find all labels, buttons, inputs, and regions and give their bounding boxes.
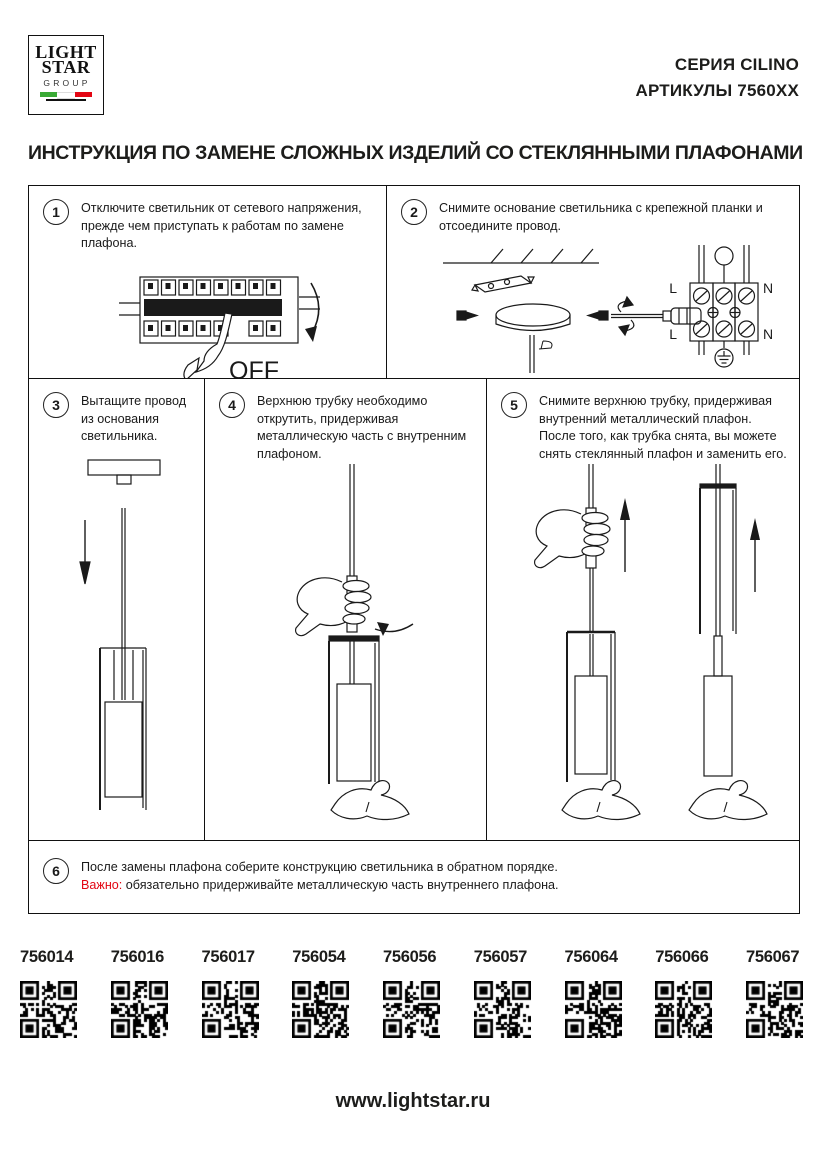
header-titles (635, 52, 799, 104)
article-item (383, 948, 445, 1038)
important-note (81, 877, 559, 895)
canopy-icon (496, 304, 570, 373)
step-5-cell (486, 379, 799, 840)
pull-wire-illustration (43, 452, 193, 824)
step-text: Вытащите провод из основания светильника. (81, 394, 187, 444)
qr-code (474, 981, 531, 1038)
base-removal-illustration (413, 239, 799, 373)
hand-open-icon (689, 780, 767, 819)
important-label: Важно: (81, 877, 123, 892)
lightstar-logo (28, 35, 104, 115)
article-item (565, 948, 627, 1038)
article-number: 756014 (20, 948, 74, 966)
page-title: ИНСТРУКЦИЯ ПО ЗАМЕНЕ СЛОЖНЫХ ИЗДЕЛИЙ СО СТЕКЛЯННЫМИ ПЛАФОНАМИ (28, 142, 803, 164)
screw-icon (457, 311, 608, 320)
step-1-cell (29, 186, 386, 378)
arrow-down-icon (80, 520, 90, 584)
terminal-label-l: L (669, 280, 677, 297)
article-item (655, 948, 717, 1038)
arrow-curved-down-icon (305, 283, 319, 342)
step-text: Снимите основание светильника с крепежной планки и отсоедините провод. (439, 201, 763, 233)
hand-open-icon (331, 780, 409, 819)
article-number: 756054 (292, 948, 346, 966)
arrow-curved-left-icon (375, 622, 413, 636)
articles-row (20, 948, 808, 1038)
logo-text: LIGHT (35, 42, 97, 62)
article-number: 756067 (746, 948, 800, 966)
qr-code (20, 981, 77, 1038)
remove-tube-illustration (503, 464, 799, 838)
article-item (746, 948, 808, 1038)
article-number: 756056 (383, 948, 437, 966)
qr-code (292, 981, 349, 1038)
screwdriver-icon (611, 297, 701, 335)
articles-title: АРТИКУЛЫ 7560XX (635, 81, 799, 100)
step-text-line: Снимите верхнюю трубку, придерживая внутренний металлический плафон. (539, 394, 772, 426)
step-text-line: После замены плафона соберите конструкцию светильника в обратном порядке. (81, 860, 558, 874)
arrow-up-icon (620, 498, 630, 572)
unscrew-tube-illustration (217, 464, 486, 838)
series-title: СЕРИЯ CILINO (674, 55, 799, 74)
qr-code (111, 981, 168, 1038)
hand-open-icon (562, 780, 640, 819)
step-4-cell (204, 379, 486, 840)
article-number: 756016 (110, 948, 165, 966)
terminal-label-n: N (763, 326, 774, 343)
article-item (474, 948, 536, 1038)
step-text (81, 856, 559, 894)
terminal-label-n: N (763, 280, 774, 297)
step-text: Верхнюю трубку необходимо открутить, придерживая металлическую часть с внутренним плафоном. (257, 394, 467, 461)
step-text: Отключите светильник от сетевого напряжения, прежде чем приступать к работам по замене плафона. (81, 201, 362, 251)
logo-underline (46, 99, 86, 101)
ground-symbol-icon (715, 349, 733, 367)
article-item (111, 948, 173, 1038)
article-number: 756017 (201, 948, 255, 966)
off-label: OFF (229, 356, 279, 378)
step-text-line: После того, как трубка снята, вы можете снять стеклянный плафон и заменить его. (539, 429, 787, 461)
website-link: www.lightstar.ru (335, 1090, 491, 1112)
italian-flag-icon (40, 92, 92, 97)
step-number-badge: 3 (43, 392, 69, 418)
step-2-cell (386, 186, 799, 378)
logo-group-text: GROUP (43, 78, 91, 88)
qr-code (202, 981, 259, 1038)
logo-text: STAR (41, 57, 91, 77)
article-item (20, 948, 82, 1038)
article-number: 756064 (564, 948, 618, 966)
terminal-label-l: L (669, 326, 677, 343)
article-item (292, 948, 354, 1038)
step-number-badge: 6 (43, 858, 69, 884)
step-number-badge: 5 (501, 392, 527, 418)
step-6-cell (29, 841, 799, 913)
important-text: обязательно придерживайте металлическую часть внутреннего плафона. (125, 877, 559, 892)
pointing-hand-icon (184, 313, 232, 378)
mounting-bracket-icon (472, 276, 534, 292)
hand-grip-icon (535, 509, 610, 567)
step-number-badge: 1 (43, 199, 69, 225)
arrow-up-icon (750, 518, 760, 592)
footer (0, 1090, 826, 1113)
article-number: 756057 (473, 948, 528, 966)
hand-grip-icon (296, 577, 371, 635)
step-number-badge: 2 (401, 199, 427, 225)
qr-code (746, 981, 803, 1038)
step-number-badge: 4 (219, 392, 245, 418)
step-3-cell (29, 379, 204, 840)
circuit-breaker-off-illustration (113, 255, 339, 378)
qr-code (655, 981, 712, 1038)
qr-code (565, 981, 622, 1038)
step-text (539, 390, 789, 464)
qr-code (383, 981, 440, 1038)
terminal-block-icon (690, 245, 758, 367)
article-item (202, 948, 264, 1038)
steps-table (28, 185, 800, 914)
article-number: 756066 (655, 948, 709, 966)
